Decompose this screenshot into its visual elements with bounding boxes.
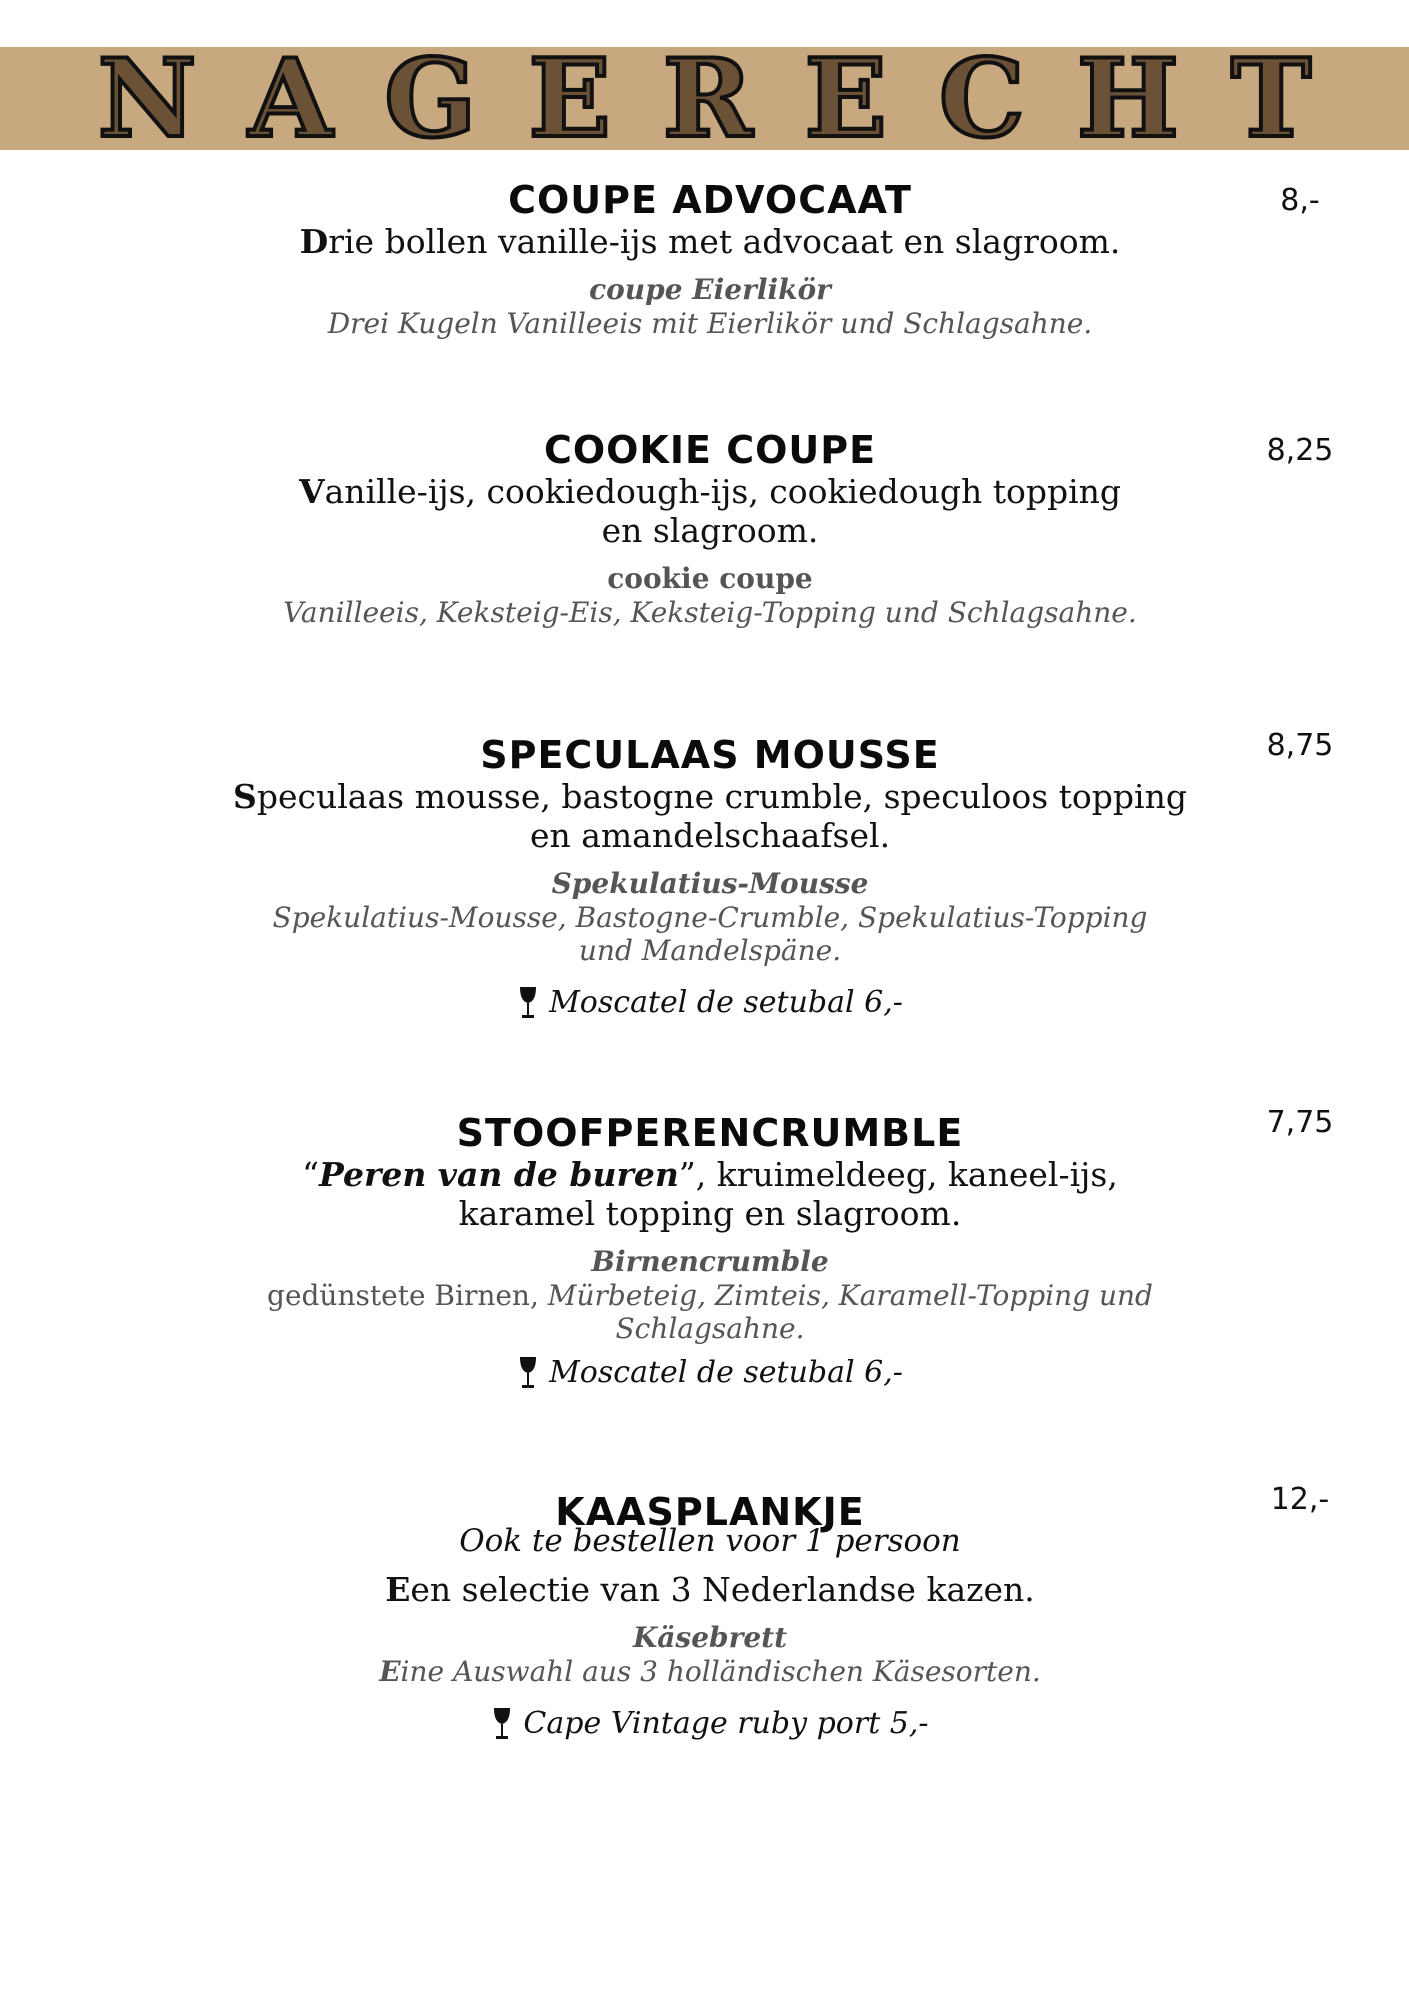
wine-label: Moscatel de setubal 6,- xyxy=(549,985,903,1020)
wine-label: Moscatel de setubal 6,- xyxy=(549,1355,903,1390)
item-name: KAASPLANKJE xyxy=(555,1490,865,1534)
item-german-description: Drei Kugeln Vanilleeis mit Eierlikör und Schlagsahne. xyxy=(327,307,1093,340)
wine-pairing xyxy=(180,1355,1240,1391)
item-description: “Peren van de buren”, kruimeldeeg, kaneel-ijs, karamel topping en slagroom. xyxy=(302,1155,1118,1233)
wine-pairing xyxy=(180,1706,1240,1742)
price: 12,- xyxy=(1270,1482,1330,1517)
item-german-description: Spekulatius-Mousse, Bastogne-Crumble, Spekulatius-Topping und Mandelspäne. xyxy=(272,901,1148,967)
wine-glass-icon xyxy=(491,1706,513,1742)
item-description: Vanille-ijs, cookiedough-ijs, cookiedough topping en slagroom. xyxy=(298,472,1122,550)
menu-item-cookie-coupe xyxy=(180,428,1240,629)
wine-label: Cape Vintage ruby port 5,- xyxy=(523,1706,929,1741)
item-german-description: Eine Auswahl aus 3 holländischen Käsesorten. xyxy=(379,1655,1041,1688)
item-name: COUPE ADVOCAAT xyxy=(508,178,912,222)
menu-item-kaasplankje xyxy=(180,1490,1240,1742)
item-german-name: cookie coupe xyxy=(607,562,813,595)
item-german-name: Spekulatius-Mousse xyxy=(551,867,869,900)
item-german-description: gedünstete Birnen, Mürbeteig, Zimteis, Karamell-Topping und Schlagsahne. xyxy=(267,1279,1153,1345)
menu-item-speculaas-mousse xyxy=(180,733,1240,1021)
item-german-description: Vanilleeis, Keksteig-Eis, Keksteig-Topping und Schlagsahne. xyxy=(283,596,1137,629)
menu-item-coupe-advocaat xyxy=(180,178,1240,340)
price: 8,75 xyxy=(1266,728,1334,763)
wine-glass-icon xyxy=(517,1355,539,1391)
item-name: SPECULAAS MOUSSE xyxy=(480,733,940,777)
item-german-name: coupe Eierlikör xyxy=(589,273,831,306)
wine-glass-icon xyxy=(517,985,539,1021)
price: 7,75 xyxy=(1266,1105,1334,1140)
item-name: STOOFPERENCRUMBLE xyxy=(456,1111,964,1155)
item-name: COOKIE COUPE xyxy=(543,428,877,472)
item-description: Drie bollen vanille-ijs met advocaat en slagroom. xyxy=(299,222,1121,261)
price: 8,- xyxy=(1280,183,1320,218)
page-title: NAGERECHT xyxy=(97,35,1364,162)
menu-item-stoofperencrumble xyxy=(180,1111,1240,1391)
item-german-name: Birnencrumble xyxy=(591,1245,829,1278)
wine-pairing xyxy=(180,985,1240,1021)
item-description: Speculaas mousse, bastogne crumble, speculoos topping en amandelschaafsel. xyxy=(233,777,1187,855)
item-note: Ook te bestellen voor 1 persoon xyxy=(459,1523,961,1559)
item-description: Een selectie van 3 Nederlandse kazen. xyxy=(385,1570,1035,1609)
item-german-name: Käsebrett xyxy=(632,1621,788,1654)
price: 8,25 xyxy=(1266,433,1334,468)
